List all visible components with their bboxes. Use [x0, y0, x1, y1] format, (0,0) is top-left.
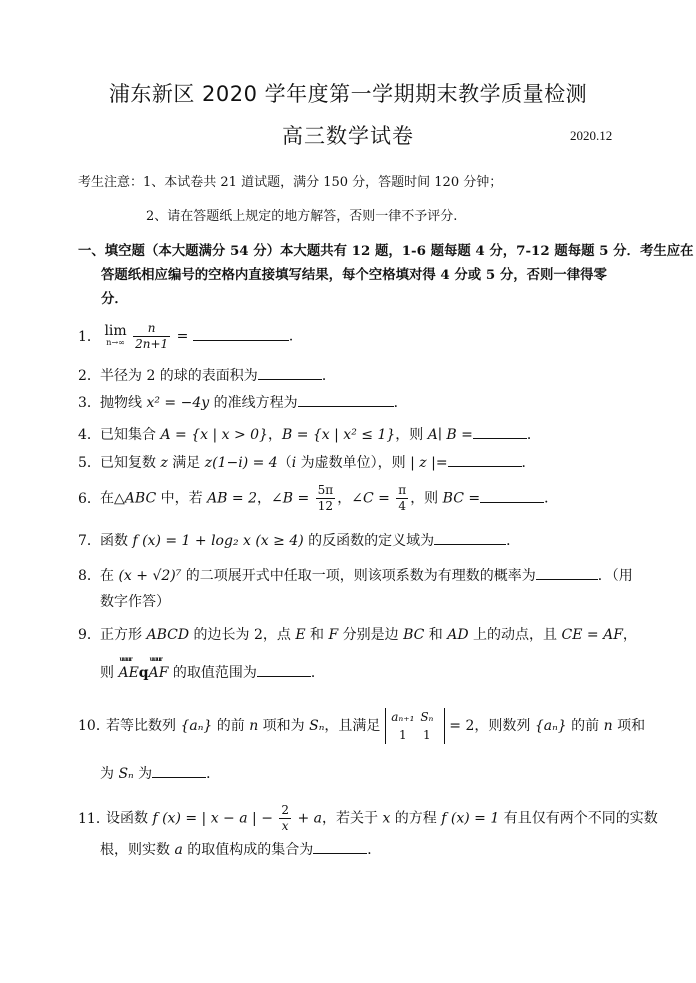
question-4: 4．已知集合 A = {x | x > 0}，B = {x | x² ≤ 1}，则 A∣ B = ．	[78, 427, 541, 443]
page-title: 浦东新区 2020 学年度第一学期期末教学质量检测	[108, 82, 588, 106]
answer-blank	[257, 664, 311, 677]
question-number: 1．	[78, 328, 101, 345]
question-3: 3．抛物线 x² = −4y 的准线方程为 ．	[78, 395, 408, 411]
vector-ae: uuur AE	[118, 665, 138, 681]
section-heading-line-1: 一、填空题（本大题满分 54 分）本大题共有 12 题，1-6 题每题 4 分，7-12 题每题 5 分．考生应在	[78, 243, 694, 259]
question-1: 1． lim n→∞ $\frac{n}{2n+1}$ = ．	[78, 321, 303, 351]
question-9-line-2: 则 uuur AEquuur AF 的取值范围为 ．	[100, 662, 325, 682]
answer-blank	[258, 367, 322, 380]
fraction: $\frac{2}{x}$	[281, 803, 290, 833]
answer-blank	[480, 490, 544, 503]
question-10: 10．若等比数列 {aₙ} 的前 n 项和为 Sₙ，且满足 aₙ₊₁ Sₙ 1 1 = 2，则数列 {aₙ} 的前 n 项和	[78, 710, 646, 742]
answer-blank	[434, 532, 506, 545]
question-8-line-2: 数字作答）	[100, 594, 170, 610]
limit-operator: lim n→∞	[104, 322, 127, 347]
question-7: 7．函数 f (x) = 1 + log₂ x (x ≥ 4) 的反函数的定义域为 ．	[78, 533, 521, 549]
section-heading-line-3: 分．	[101, 291, 128, 307]
answer-blank	[313, 841, 367, 854]
fraction: $\frac{\pi}{4}$	[398, 483, 407, 513]
answer-blank	[298, 394, 394, 407]
exam-date: 2020.12	[570, 128, 613, 143]
question-6: 6．在△ABC 中，若 AB = 2，∠B = $\frac{5\pi}{12}$ ，∠C = $\frac{\pi}{4}$ ，则 BC = ．	[78, 483, 559, 513]
answer-blank	[193, 328, 289, 341]
answer-blank	[152, 765, 206, 778]
notice-line-1: 考生注意：1、本试卷共 21 道试题，满分 150 分，答题时间 120 分钟；	[78, 175, 503, 190]
fraction: $\frac{5\pi}{12}$	[317, 483, 334, 513]
page-subtitle: 高三数学试卷	[282, 124, 414, 148]
fraction: $\frac{n}{2n+1}$	[135, 321, 169, 351]
vector-af: uuur AF	[149, 665, 169, 681]
answer-blank	[536, 567, 598, 580]
question-8: 8．在 (x + √2)⁷ 的二项展开式中任取一项，则该项系数为有理数的概率为 ．（用	[78, 568, 633, 584]
question-5: 5．已知复数 z 满足 z(1−i) = 4（i 为虚数单位），则 | z |= ．	[78, 455, 536, 471]
question-9: 9．正方形 ABCD 的边长为 2，点 E 和 F 分别是边 BC 和 AD 上的动点，且 CE = AF，	[78, 627, 637, 643]
question-10-line-2: 为 Sₙ 为 ．	[100, 766, 221, 782]
question-2: 2．半径为 2 的球的表面积为 ．	[78, 368, 336, 384]
section-heading-line-2: 答题纸相应编号的空格内直接填写结果，每个空格填对得 4 分或 5 分，否则一律得零	[101, 267, 607, 283]
question-11: 11．设函数 f (x) = | x − a | − $\frac{2}{x}$ + a，若关于 x 的方程 f (x) = 1 有且仅有两个不同的实数	[78, 803, 658, 833]
answer-blank	[473, 426, 527, 439]
answer-blank	[448, 454, 522, 467]
question-11-line-2: 根，则实数 a 的取值构成的集合为 ．	[100, 842, 382, 858]
notice-line-2: 2、请在答题纸上规定的地方解答，否则一律不予评分.	[146, 209, 458, 224]
determinant: aₙ₊₁ Sₙ 1 1	[385, 708, 445, 744]
